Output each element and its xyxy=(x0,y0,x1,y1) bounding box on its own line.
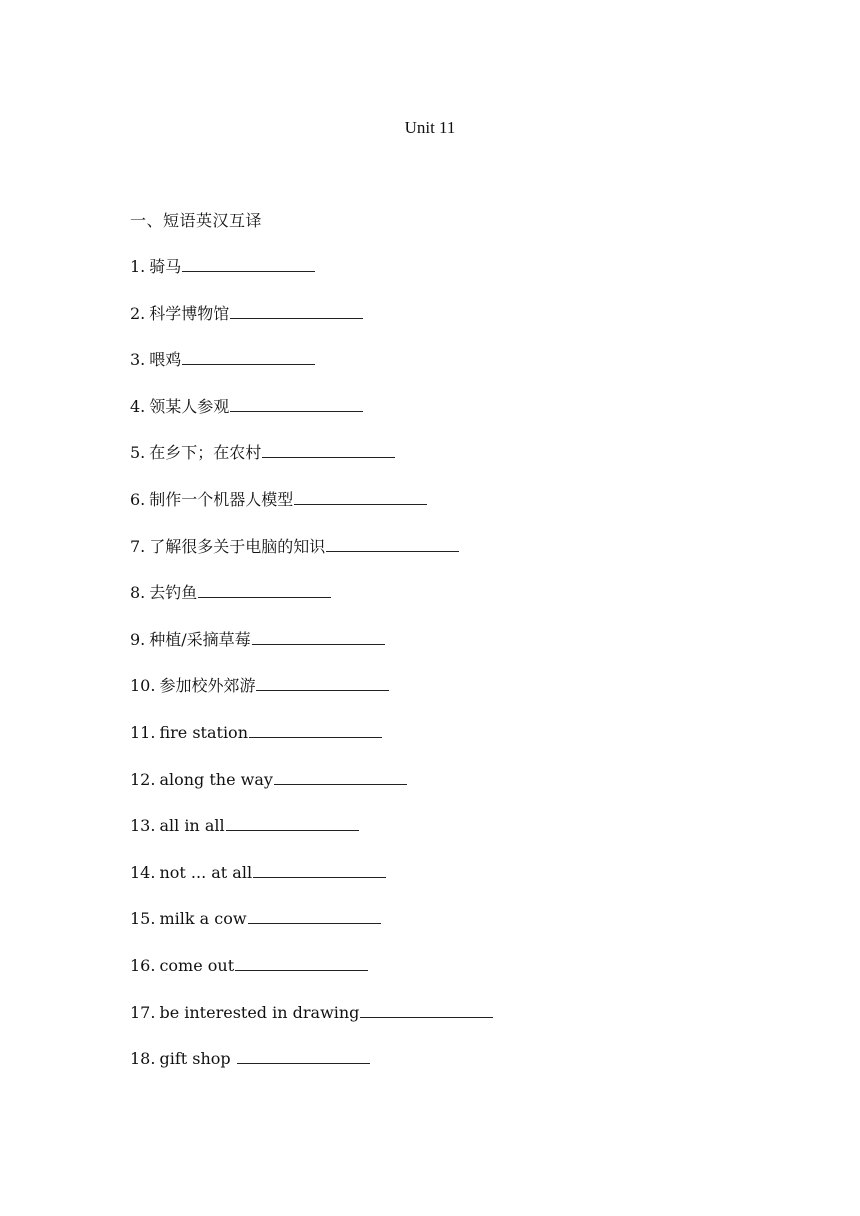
item-text: 骑马 xyxy=(149,257,182,276)
item-number: 11. xyxy=(130,722,156,742)
exercise-item xyxy=(130,862,493,909)
answer-blank[interactable] xyxy=(248,909,381,924)
exercise-item xyxy=(130,536,493,583)
item-text: 喂鸡 xyxy=(149,350,182,370)
answer-blank[interactable] xyxy=(182,350,315,365)
item-number: 14. xyxy=(130,862,156,882)
item-text: 领某人参观 xyxy=(149,396,230,416)
exercise-item xyxy=(130,1002,493,1049)
item-number: 13. xyxy=(130,816,156,836)
answer-blank[interactable] xyxy=(198,583,331,598)
item-text: be interested in drawing xyxy=(159,1002,360,1022)
exercise-item xyxy=(130,489,493,536)
item-number: 5. xyxy=(130,443,146,463)
exercise-item xyxy=(130,908,493,955)
item-text: gift shop xyxy=(159,1049,236,1069)
item-text: come out xyxy=(159,955,235,975)
exercise-item xyxy=(130,769,493,816)
answer-blank[interactable] xyxy=(249,723,382,738)
exercise-item xyxy=(130,442,493,489)
answer-blank[interactable] xyxy=(237,1049,370,1064)
exercise-item xyxy=(130,256,493,303)
exercise-item xyxy=(130,303,493,350)
item-number: 2. xyxy=(130,303,146,323)
exercise-item xyxy=(130,396,493,443)
item-text: 参加校外郊游 xyxy=(159,676,256,696)
answer-blank[interactable] xyxy=(256,676,389,691)
answer-blank[interactable] xyxy=(294,490,427,505)
answer-blank[interactable] xyxy=(360,1003,493,1018)
item-number: 12. xyxy=(130,769,156,789)
exercise-item xyxy=(130,582,493,629)
item-number: 15. xyxy=(130,909,156,929)
answer-blank[interactable] xyxy=(253,863,386,878)
item-text: fire station xyxy=(159,722,248,742)
item-text: not ... at all xyxy=(159,862,253,882)
answer-blank[interactable] xyxy=(235,956,368,971)
item-text: along the way xyxy=(159,769,273,789)
section-heading: 一、短语英汉互译 xyxy=(130,211,263,230)
answer-blank[interactable] xyxy=(326,537,459,552)
exercise-item xyxy=(130,675,493,722)
exercise-item xyxy=(130,815,493,862)
exercise-item xyxy=(130,629,493,676)
exercise-item xyxy=(130,722,493,769)
item-text: 在乡下；在农村 xyxy=(149,443,262,463)
item-number: 9. xyxy=(130,629,146,649)
item-text: milk a cow xyxy=(159,909,247,929)
exercise-list xyxy=(130,256,493,1095)
answer-blank[interactable] xyxy=(230,397,363,412)
exercise-item xyxy=(130,955,493,1002)
item-number: 6. xyxy=(130,489,146,509)
answer-blank[interactable] xyxy=(230,304,363,319)
item-text: 科学博物馆 xyxy=(149,303,230,323)
item-number: 18. xyxy=(130,1049,156,1069)
answer-blank[interactable] xyxy=(252,630,385,645)
answer-blank[interactable] xyxy=(274,770,407,785)
item-number: 3. xyxy=(130,350,146,370)
exercise-item xyxy=(130,1048,493,1095)
answer-blank[interactable] xyxy=(226,816,359,831)
item-text: all in all xyxy=(159,816,225,836)
exercise-item xyxy=(130,349,493,396)
item-text: 了解很多关于电脑的知识 xyxy=(149,536,326,556)
item-text: 去钓鱼 xyxy=(149,583,198,603)
item-text: 种植/采摘草莓 xyxy=(149,629,251,649)
item-number: 7. xyxy=(130,536,146,556)
answer-blank[interactable] xyxy=(262,443,395,458)
item-number: 17. xyxy=(130,1002,156,1022)
item-number: 1. xyxy=(130,257,146,276)
document-title: Unit 11 xyxy=(404,118,456,137)
item-number: 8. xyxy=(130,583,146,603)
item-number: 16. xyxy=(130,955,156,975)
item-number: 10. xyxy=(130,676,156,696)
item-text: 制作一个机器人模型 xyxy=(149,489,294,509)
answer-blank[interactable] xyxy=(182,257,315,272)
item-number: 4. xyxy=(130,396,146,416)
